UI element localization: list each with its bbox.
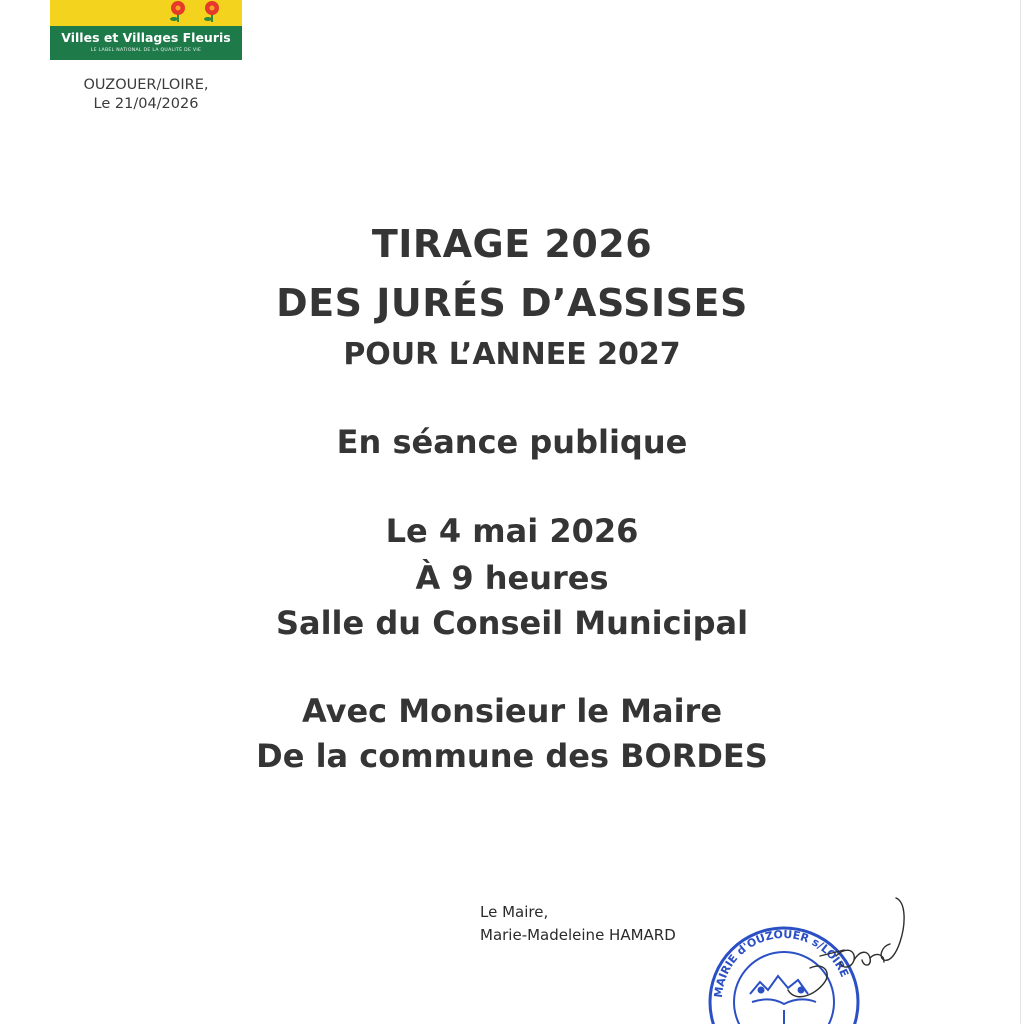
event-time: À 9 heures xyxy=(415,559,609,597)
session-line: En séance publique xyxy=(336,423,688,461)
event-venue: Salle du Conseil Municipal xyxy=(275,604,749,642)
svg-text:MAIRIE d'OUZOUER s/LOIRE xyxy=(712,928,851,999)
official-stamp-and-signature xyxy=(700,890,915,1024)
logo-tagline: LE LABEL NATIONAL DE LA QUALITÉ DE VIE xyxy=(90,48,202,53)
place-label: OUZOUER/LOIRE, xyxy=(83,77,209,93)
signatory-role: Le Maire, xyxy=(480,903,549,921)
handwritten-signature xyxy=(788,898,904,997)
issue-date: Le 21/04/2026 xyxy=(93,96,199,112)
signatory-name: Marie-Madeleine HAMARD xyxy=(480,926,676,944)
place-date-block xyxy=(50,76,242,114)
logo-name: Villes et Villages Fleuris xyxy=(61,30,231,45)
villes-villages-fleuris-logo xyxy=(50,0,242,60)
notice-title-line2: DES JURÉS D’ASSISES xyxy=(276,281,748,325)
event-date: Le 4 mai 2026 xyxy=(385,512,639,550)
with-mayor-line1: Avec Monsieur le Maire xyxy=(301,692,723,730)
flower-icon xyxy=(50,0,242,26)
signature-block xyxy=(480,901,676,947)
official-stamp xyxy=(710,928,858,1024)
with-mayor-line2: De la commune des BORDES xyxy=(256,737,768,775)
logo-green-band xyxy=(50,26,242,60)
stamp-text: MAIRIE d'OUZOUER s/LOIRE xyxy=(711,927,852,999)
notice-subtitle: POUR L’ANNEE 2027 xyxy=(343,337,681,372)
notice-title-line1: TIRAGE 2026 xyxy=(371,222,653,266)
